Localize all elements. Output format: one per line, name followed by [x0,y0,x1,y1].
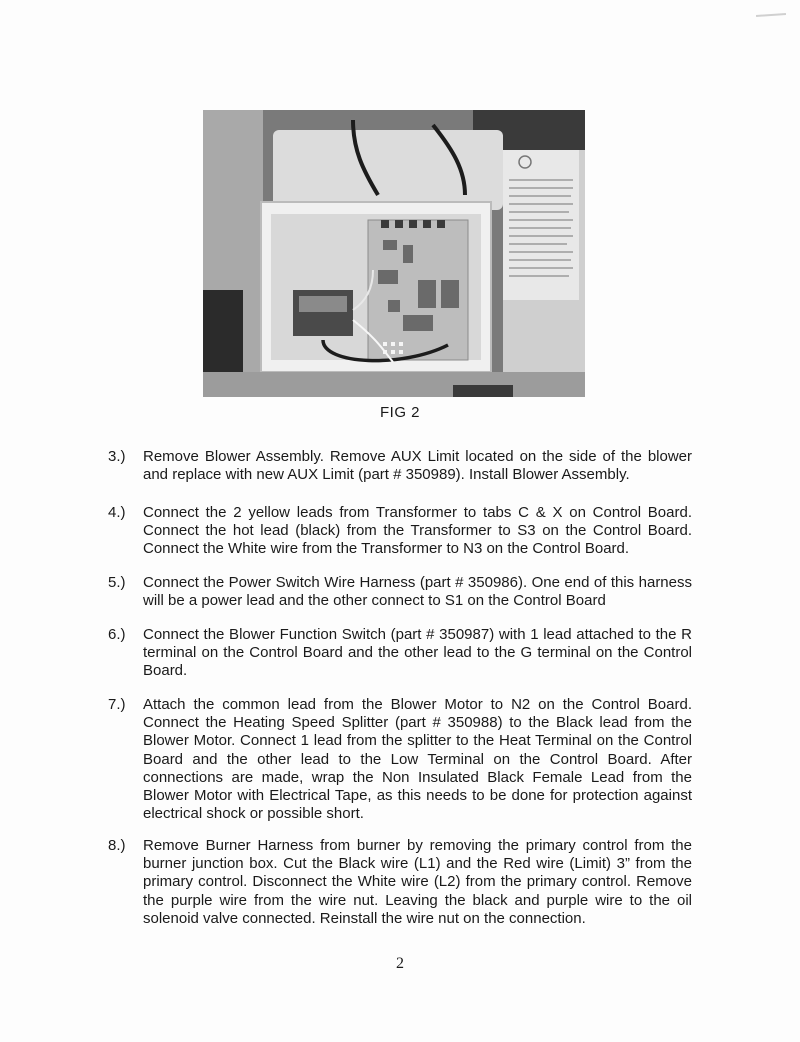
control-box-photo [203,110,585,397]
step-text: Attach the common lead from the Blower Motor to N2 on the Control Board. Connect the Heating Speed Splitter (part # 350988) to the Black lead from the Blower Motor. Connect 1 lead from the splitter to the Heat Terminal on the Control Board and the other lead to the Low Terminal on the Control Board. After connections are made, wrap the Non Insulated Black Female Lead from the Blower Motor with Electrical Tape, as this needs to be done for protection against electrical shock or possible short. [143,696,692,823]
step-number: 7.) [108,696,126,713]
page-number: 2 [396,955,404,972]
step-text: Connect the 2 yellow leads from Transformer to tabs C & X on Control Board. Connect the hot lead (black) from the Transformer to S3 on the Control Board. Connect the White wire from the Transformer to N3 on the Control Board. [143,504,692,558]
step-number: 5.) [108,574,126,591]
step-text: Remove Burner Harness from burner by removing the primary control from the burner junction box. Cut the Black wire (L1) and the Red wire (Limit) 3” from the primary control. Disconnect the White wire (L2) from the primary control. Remove the purple wire from the wire nut. Leaving the black and purple wire to the oil solenoid valve connected. Reinstall the wire nut on the connection. [143,837,692,927]
control-box-illustration [203,110,585,397]
step-number: 4.) [108,504,126,521]
step-text: Connect the Blower Function Switch (part # 350987) with 1 lead attached to the R terminal on the Control Board and the other lead to the G terminal on the Control Board. [143,626,692,680]
step-number: 3.) [108,448,126,465]
step-number: 8.) [108,837,126,854]
step-number: 6.) [108,626,126,643]
scan-artifact [756,13,786,17]
step-text: Connect the Power Switch Wire Harness (part # 350986). One end of this harness will be a power lead and the other connect to S1 on the Control Board [143,574,692,610]
figure-caption: FIG 2 [379,404,420,421]
step-text: Remove Blower Assembly. Remove AUX Limit located on the side of the blower and replace with new AUX Limit (part # 350989). Install Blower Assembly. [143,448,692,484]
